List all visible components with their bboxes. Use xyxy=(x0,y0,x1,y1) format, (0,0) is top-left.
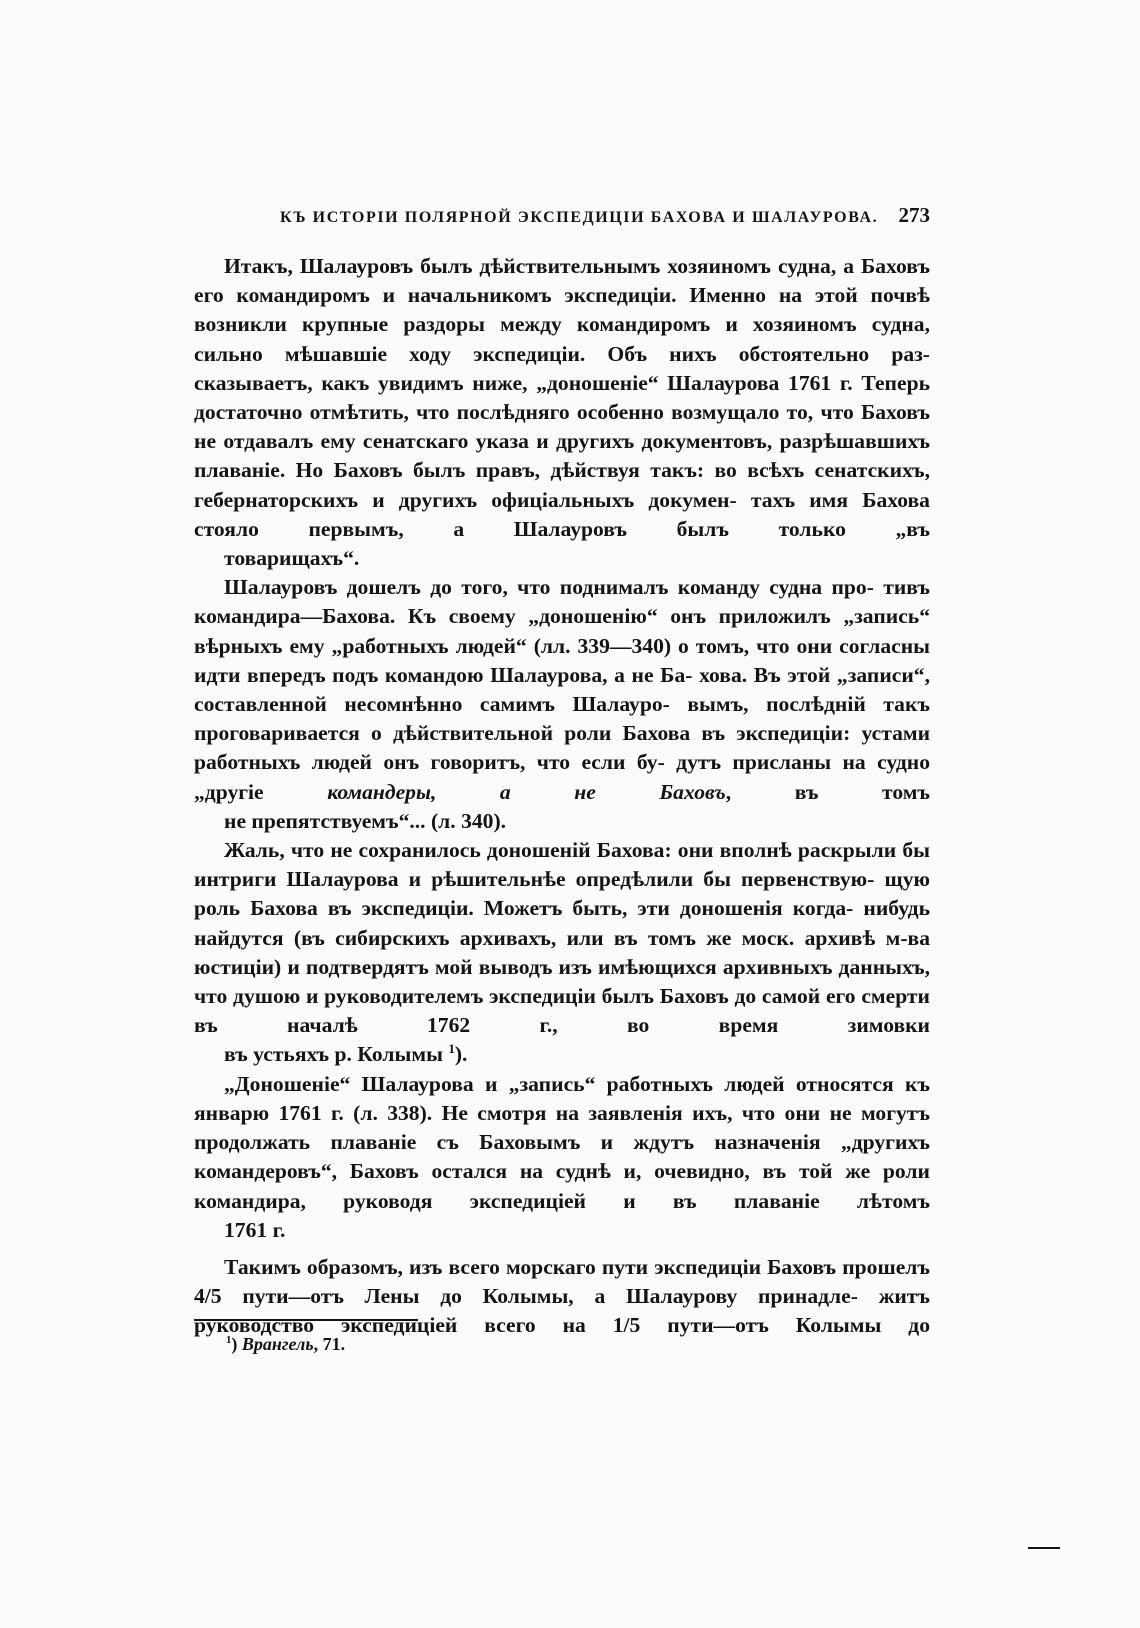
text-line xyxy=(194,1040,930,1069)
text-line: Итакъ, Шалауровъ былъ дѣйствительнымъ хозяиномъ судна, а xyxy=(224,254,855,278)
text-line: той же роли командира, руководя экспедиціей и въ плаваніе лѣтомъ xyxy=(194,1159,930,1213)
text-line: не препятствуемъ“... (л. 340). xyxy=(224,808,507,833)
text-line: тахъ имя Бахова стояло первымъ, а Шалауровъ былъ только „въ xyxy=(194,487,930,541)
text-line: товарищахъ“. xyxy=(224,546,360,571)
text-line: въ экспедиціи: устами работныхъ людей онъ говоритъ, что если бу- xyxy=(194,721,931,775)
text-line: архивныхъ данныхъ, что душою и руководителемъ экспедиціи былъ xyxy=(194,954,930,1009)
text-fragment: въ устьяхъ р. Колымы xyxy=(224,1042,449,1067)
text-fragment: пути—отъ Лены до Колымы, а Шалаурову принадле- xyxy=(221,1284,858,1309)
text-line: бы интриги Шалаурова и рѣшительнѣе опредѣлили бы первенствую- xyxy=(194,838,930,892)
paragraph-1 xyxy=(194,252,930,573)
italic-quote: командеры, а не Баховъ xyxy=(327,779,726,804)
text-line: сказываетъ, какъ увидимъ ниже, „доношеніе“ Шалаурова 1761 г. xyxy=(194,370,853,395)
text-fragment: ). xyxy=(454,1042,468,1067)
text-line: , въ томъ xyxy=(725,779,931,804)
text-line: Баховъ его командиромъ и начальникомъ экспедиціи. Именно на этой xyxy=(194,254,931,308)
text-line: что они согласны идти впередъ подъ командою Шалаурова, а не Ба- xyxy=(194,633,930,687)
footnote-marker: 1 xyxy=(226,1334,232,1346)
text-line: къ январю 1761 г. (л. 338). Не смотря на заявленія ихъ, что они xyxy=(194,1071,931,1125)
fraction: 4/5 xyxy=(194,1284,222,1309)
footnote-text: , 71. xyxy=(313,1334,346,1354)
text-line: архивѣ м-ва юстиціи) и подтвердятъ мой выводъ изъ имѣющихся xyxy=(194,925,930,979)
text-line: разрѣшавшихъ плаваніе. Но Баховъ былъ правъ, дѣйствуя такъ: во xyxy=(194,429,930,483)
margin-mark xyxy=(1028,1547,1060,1549)
text-line: 1761 г. xyxy=(224,1217,286,1242)
page-header xyxy=(280,203,930,233)
footnote-reference: 1 xyxy=(448,1041,455,1057)
text-line: дутъ присланы на судно „другіе xyxy=(194,750,930,804)
paragraph-4 xyxy=(194,1070,930,1245)
body-text xyxy=(194,252,930,1341)
footnote-author: Врангель xyxy=(241,1334,314,1354)
footnote: $^1$) Врангель, 71. xyxy=(226,1334,346,1354)
text-fragment: житъ руководство экспедиціей всего на xyxy=(194,1284,930,1338)
page-number: 273 xyxy=(898,203,930,227)
text-line: всѣхъ сенатскихъ, гебернаторскихъ и другихъ офиціальныхъ докумен- xyxy=(194,458,931,512)
text-line: щую роль Бахова въ экспедиціи. Можетъ быть, эти доношенія когда- xyxy=(194,867,930,921)
text-line: Баховъ до самой его смерти въ началѣ 1762 г., во время зимовки xyxy=(194,984,930,1038)
text-fragment: прошелъ xyxy=(842,1254,930,1279)
paragraph-5 xyxy=(194,1253,930,1341)
text-line: „запись“ вѣрныхъ ему „работныхъ людей“ (лл. 339—340) о томъ, xyxy=(194,604,930,658)
running-title: КЪ ИСТОРІИ ПОЛЯРНОЙ ЭКСПЕДИЦІИ БАХОВА И ШАЛАУРОВА. xyxy=(280,209,879,226)
text-line: „другихъ командеровъ“, Баховъ остался на суднѣ и, очевидно, въ xyxy=(194,1130,930,1184)
paragraph-2 xyxy=(194,573,930,836)
fraction: 1/5 xyxy=(612,1313,641,1338)
text-line: что Баховъ не отдавалъ ему сенатскаго указа и другихъ документовъ, xyxy=(194,400,930,454)
text-line: „Доношеніе“ Шалаурова и „запись“ работныхъ людей относятся xyxy=(224,1071,894,1096)
text-line: тивъ командира—Бахова. Къ своему „доношенію“ онъ приложилъ xyxy=(194,575,930,629)
text-line: вымъ, послѣдній такъ проговаривается о дѣйствительной роли Бахова xyxy=(194,692,930,746)
text-line: Такимъ образомъ, изъ всего морскаго пути экспедиціи Баховъ xyxy=(224,1254,837,1279)
text-line: Шалауровъ дошелъ до того, что поднималъ команду судна про- xyxy=(224,575,874,600)
paragraph-3 xyxy=(194,836,930,1070)
text-line: почвѣ возникли крупные раздоры между командиромъ и хозяиномъ xyxy=(194,283,930,337)
text-line: Теперь достаточно отмѣтить, что послѣдняго особенно возмущало то, xyxy=(194,370,930,425)
text-line: не могутъ продолжать плаваніе съ Баховымъ и ждутъ назначенія xyxy=(194,1100,930,1155)
text-line: нибудь найдутся (въ сибирскихъ архивахъ, или въ томъ же моск. xyxy=(194,896,931,950)
footnote-rule xyxy=(194,1319,418,1321)
text-line: Жаль, что не сохранилось доношеній Бахова: они вполнѣ раскрыли xyxy=(224,838,897,863)
text-fragment: пути—отъ Колымы до xyxy=(640,1313,930,1338)
text-line: судна, сильно мѣшавшіе ходу экспедиціи. Объ нихъ обстоятельно раз- xyxy=(194,312,930,366)
text-line: хова. Въ этой „записи“, составленной несомнѣнно самимъ Шалауро- xyxy=(194,662,930,717)
